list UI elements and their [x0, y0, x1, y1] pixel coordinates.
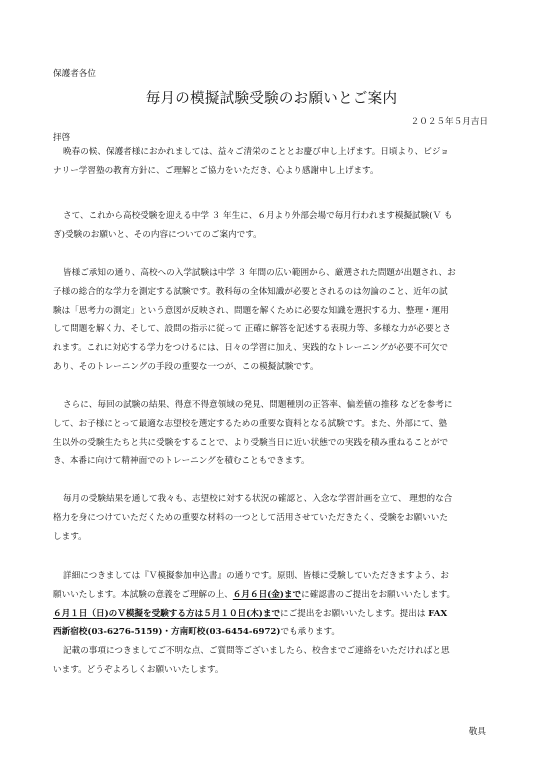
paragraph-line — [53, 605, 493, 624]
details-text: にご提出をお願いいたします。提出は — [280, 608, 429, 619]
paragraph-exam-benefits — [53, 396, 493, 471]
paragraph-line: 毎月の受験結果を通して我々も、志望校に対する状況の確認と、入念な学習計画を立て、 理想的な合 — [63, 494, 453, 504]
paragraph-line: 記載の事項につきましてご不明な点、ご質問等ございましたら、校舎までご連絡をいただければと思 — [63, 646, 450, 657]
paragraph-line: して問題を解く力、そして、設問の指示に従って 正確に解答を記述する表現力等、多様な力が必要とさ — [53, 324, 451, 335]
details-text: 願いいたします。本試験の意義をご理解の上、 — [53, 589, 233, 600]
closing-word: 敬具 — [468, 727, 486, 737]
opening-greeting: 拝啓 — [53, 133, 71, 143]
paragraph-line: あり、そのトレーニングの手段の重要な一つが、この模擬試験です。 — [53, 361, 319, 372]
paragraph-line: 験は「思考力の測定」という意図が反映され、問題を解くために必要な知識を選択する力、整理・運用 — [53, 305, 449, 316]
paragraph-line: さらに、毎回の試験の結果、得意不得意領域の発見、問題種別の正答率、偏差値の推移 などを参考に — [63, 400, 453, 410]
paragraph-line: 格力を身につけていただくための重要な材料の一つとして活用させていただきたく、受験をお願いいた — [53, 512, 448, 523]
details-text: に確認書のご提出をお願いいたします。 — [301, 589, 456, 600]
school-contacts: 西新宿校(03-6276-5159)・方南町校(03-6454-6972) — [53, 627, 281, 638]
paragraph-line — [53, 586, 493, 605]
paragraph-request — [53, 490, 493, 546]
paragraph-introduction — [53, 207, 493, 245]
paragraph-line: 子様の総合的な学力を測定する試験です。教科毎の全体知識が必要とされるのは勿論のこと、近年の試 — [53, 286, 448, 297]
paragraph-line: します。 — [53, 531, 87, 542]
document-title: 毎月の模擬試験受験のお願いとご案内 — [145, 91, 398, 107]
paragraph-line: 皆様ご承知の通り、高校への入学試験は中学 ３ 年間の広い範囲から、厳選された問題が出題され、お — [63, 268, 456, 278]
paragraph-exam-purpose — [53, 264, 493, 377]
paragraph-line — [53, 623, 493, 642]
addressee: 保護者各位 — [53, 69, 96, 79]
paragraph-line: ぎ)受験のお願いと、その内容についてのご案内です。 — [53, 229, 262, 240]
details-text: でも承ります。 — [280, 627, 340, 638]
issue-date: ２０２５年５月吉日 — [410, 117, 488, 127]
paragraph-line: 詳細につきましては『Ｖ模擬参加申込書』の通りです。原則、皆様に受験していただきますよう、お — [63, 571, 449, 581]
paragraph-line: ナリー学習塾の教育方針に、ご理解とご協力をいただき、心より感謝申し上げます。 — [53, 165, 379, 176]
paragraph-line: 生以外の受験生たちと共に受験をすることで、より受験当日に近い状態での実践を積み重ねることがで — [53, 437, 449, 448]
paragraph-line: います。どうぞよろしくお願いいたします。 — [53, 664, 224, 675]
paragraph-line: 晩春の候、保護者様におかれましては、益々ご清栄のこととお慶び申し上げます。日頃より、ビジョ — [63, 147, 449, 157]
june-exam-notice: ６月１日（日)のＶ模擬を受験する方は５月１０日(木)まで — [53, 608, 281, 619]
paragraph-line: して、お子様にとって最適な志望校を選定するための重要な資料となる試験です。また、外部にて、塾 — [53, 418, 448, 429]
paragraph-line: さて、これから高校受験を迎える中学 ３ 年生に、６月より外部会場で毎月行われます模擬試験(Ｖ も — [63, 211, 453, 221]
paragraph-details — [53, 567, 493, 680]
submission-deadline: ６月６日(金)まで — [232, 589, 302, 600]
paragraph-line: き、本番に向けて精神面でのトレーニングを積むこともできます。 — [53, 456, 310, 467]
fax-label: FAX — [428, 608, 448, 619]
paragraph-line: れます。これに対応する学力をつけるには、日々の学習に加え、実践的なトレーニングが必要不可欠で — [53, 343, 448, 354]
paragraph-seasonal-greeting — [53, 143, 493, 181]
